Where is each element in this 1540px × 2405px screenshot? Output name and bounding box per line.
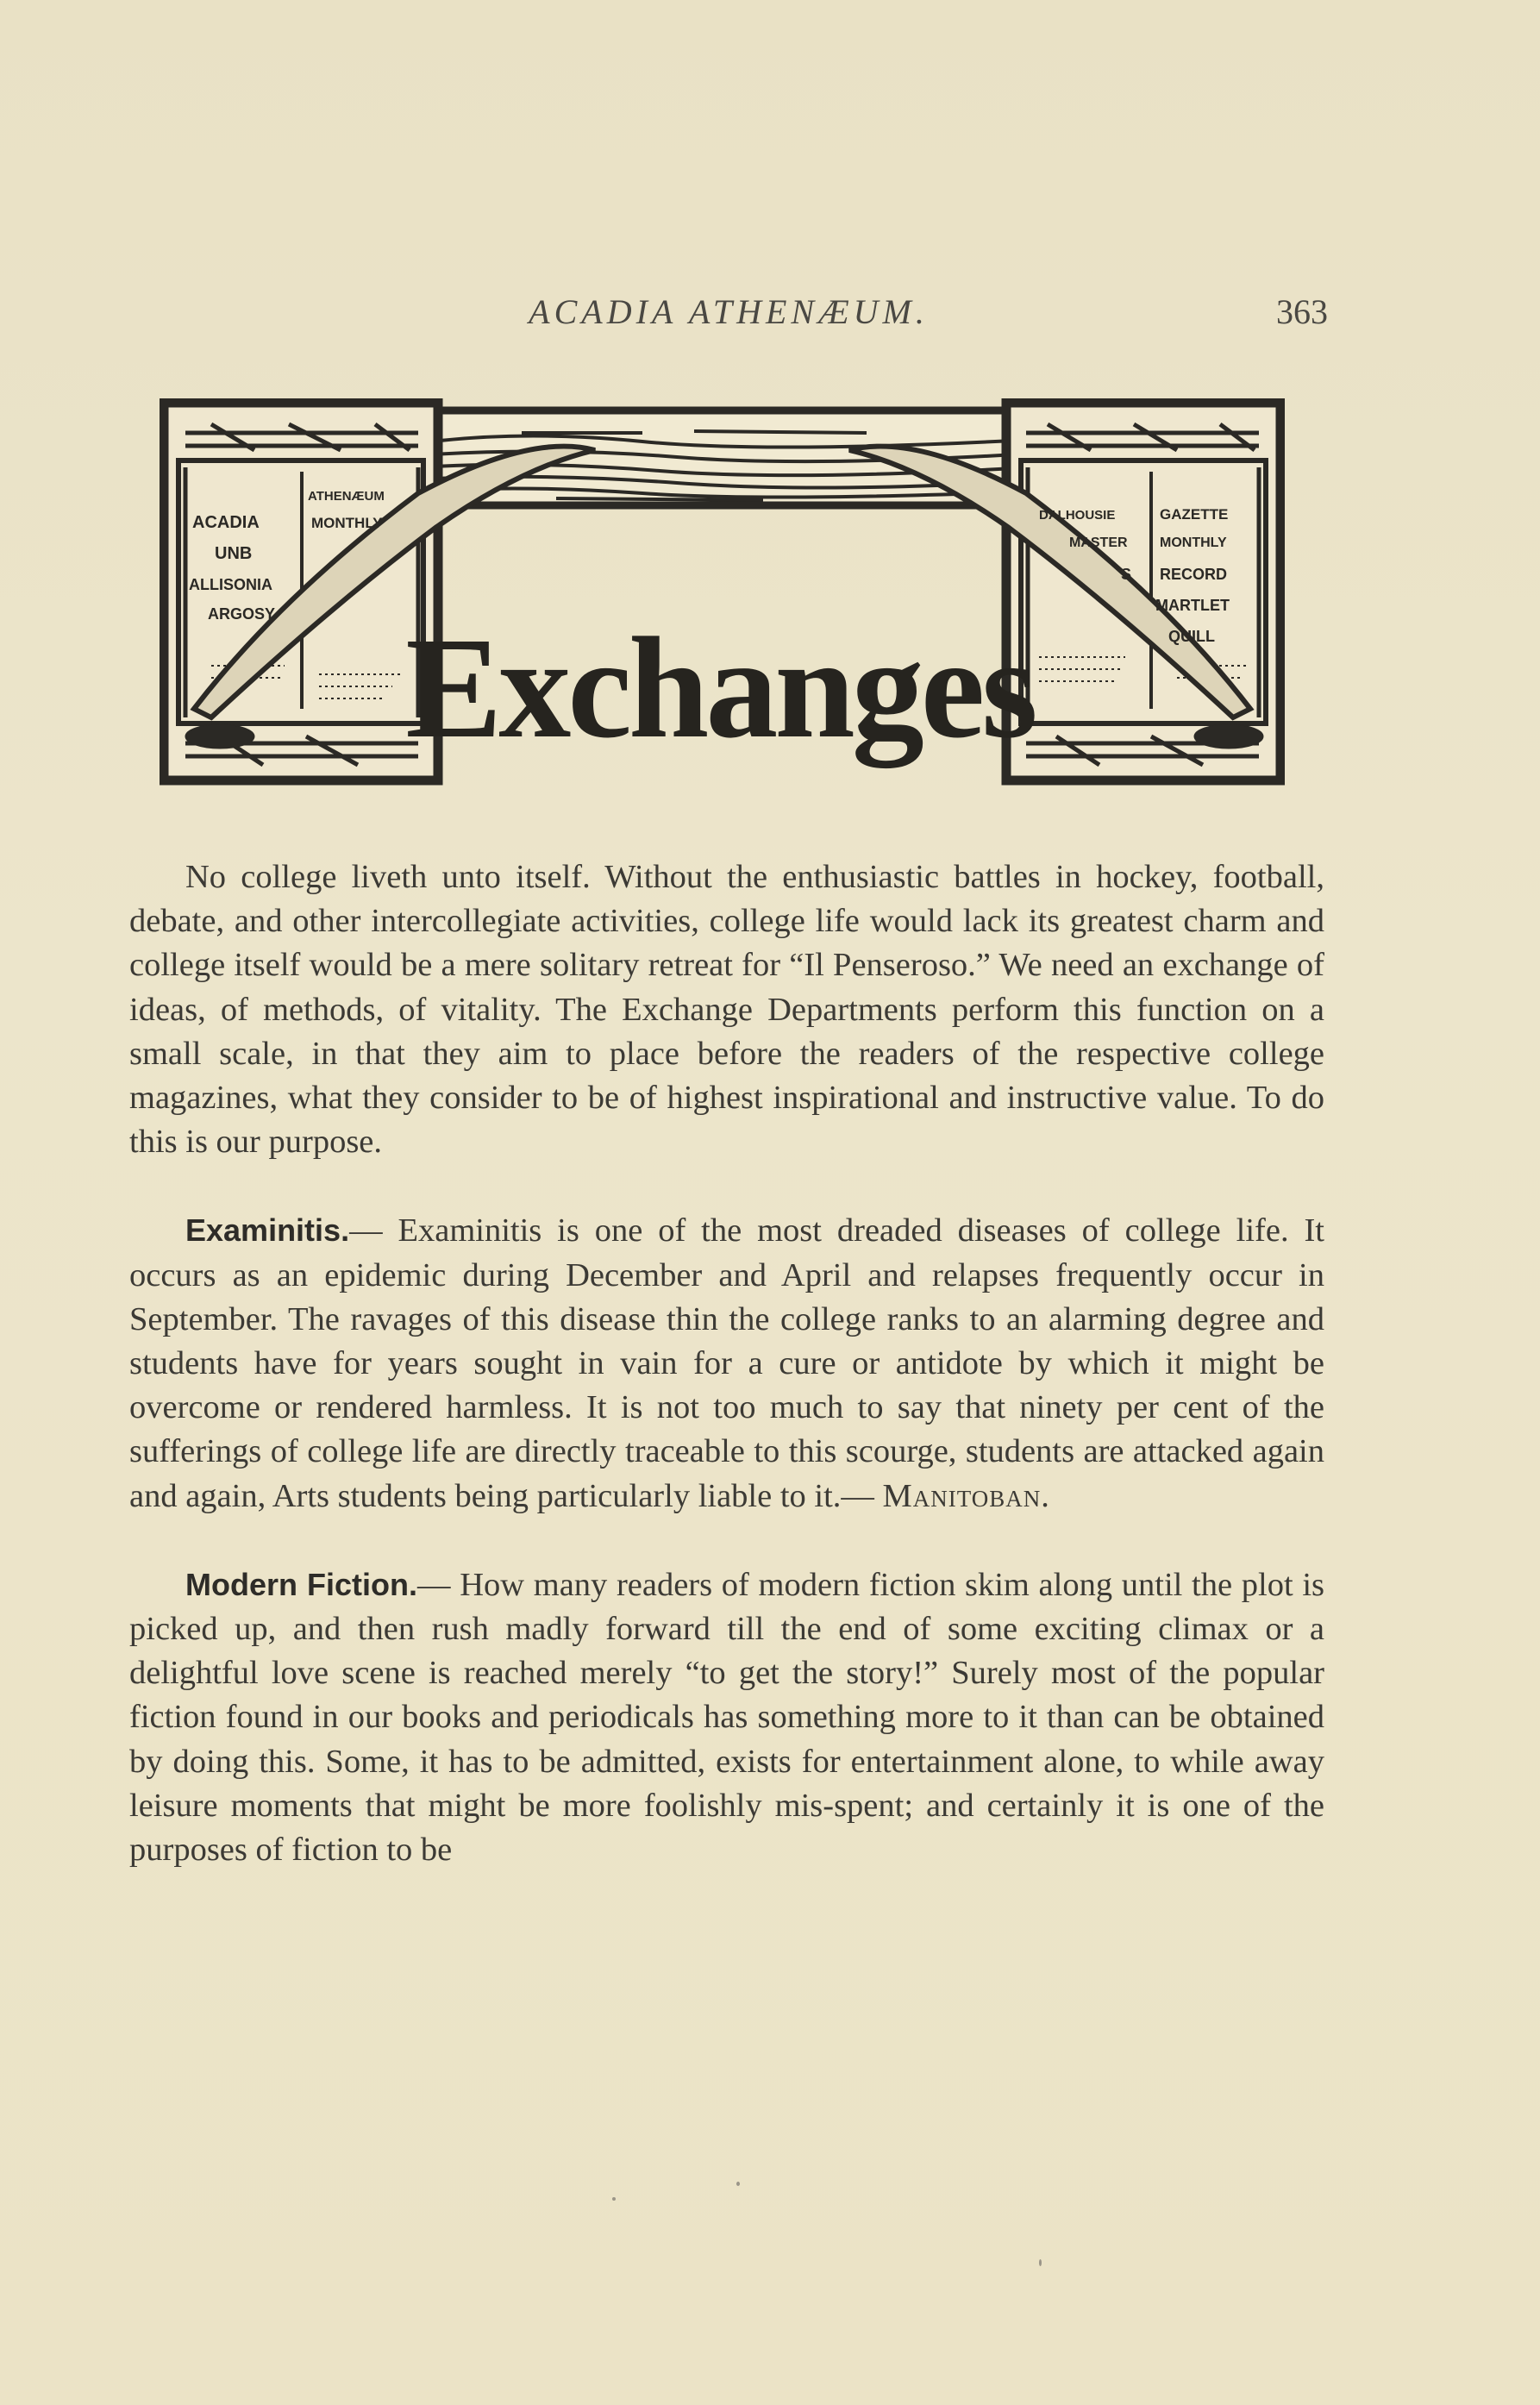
modern-fiction-paragraph [129,1563,1324,1872]
paper-speck [612,2197,616,2201]
examinitis-paragraph [129,1208,1324,1518]
exchanges-banner [160,398,1285,786]
right-book-label: MONTHLY [1160,535,1227,550]
left-book-label: MONTHLY [311,515,383,531]
right-book-label: DALHOUSIE [1039,508,1116,523]
left-book-label: ARGOSY [208,605,276,623]
right-book-label: S [1121,566,1132,583]
paper-speck [736,2182,740,2186]
right-book-label: RECORD [1160,566,1228,583]
article-body [129,855,1324,1916]
paper-speck [1039,2259,1042,2266]
running-head [129,291,1328,343]
examinitis-text: — Examinitis is one of the most dreaded diseases of college life. It occurs as an epidemic during December and April and relapses frequently occur in September. The ravages of this disease thin the college ranks to an alarming degree and students have for years sought in vain for a cure or antidote by which it might be overcome or rendered harmless. It is not too much to say that ninety per cent of the sufferings of college life are directly traceable to this scourge, students are attacked again and again, Arts students being particularly liable to it.— [129,1212,1324,1514]
modern-fiction-text: — How many readers of modern fiction skim along until the plot is picked up, and then rush madly forward till the end of some exciting climax or a delightful love scene is reached merely “to get the story!” Surely most of the popular fiction found in our books and periodicals has something more to it than can be obtained by doing this. Some, it has to be admitted, exists for entertainment alone, to while away leisure moments that might be more foolishly mis-spent; and certainly it is one of the purposes of fiction to be [129,1566,1325,1869]
left-book-label: ATHENÆUM [308,489,385,504]
intro-paragraph: No college liveth unto itself. Without the enthusiastic battles in hockey, football, debate, and other intercollegiate activities, college life would lack its greatest charm and college itself would be a mere solitary retreat for “Il Penseroso.” We need an exchange of ideas, of methods, of vitality. The Exchange Departments perform this function on a small scale, in that they aim to place before the readers of the respective college magazines, what they consider to be of highest inspirational and instructive value. To do this is our purpose. [129,859,1324,1161]
running-title: ACADIA ATHENÆUM. [529,292,929,331]
left-book-label: ALLISONIA [189,576,272,593]
examinitis-source: Manitoban. [882,1477,1050,1514]
right-book-label: MASTER [1069,535,1128,550]
right-book-label: GAZETTE [1160,506,1229,523]
right-book-label: QUILL [1168,628,1215,645]
examinitis-heading: Examinitis. [185,1212,350,1249]
left-book-label: ACADIA [192,513,260,532]
banner-title: Exchanges [405,608,1035,768]
modern-fiction-heading: Modern Fiction. [185,1566,418,1602]
right-book-label: MARTLET [1155,597,1230,614]
page-number: 363 [1276,292,1328,331]
left-book-label: UNB [215,544,253,563]
